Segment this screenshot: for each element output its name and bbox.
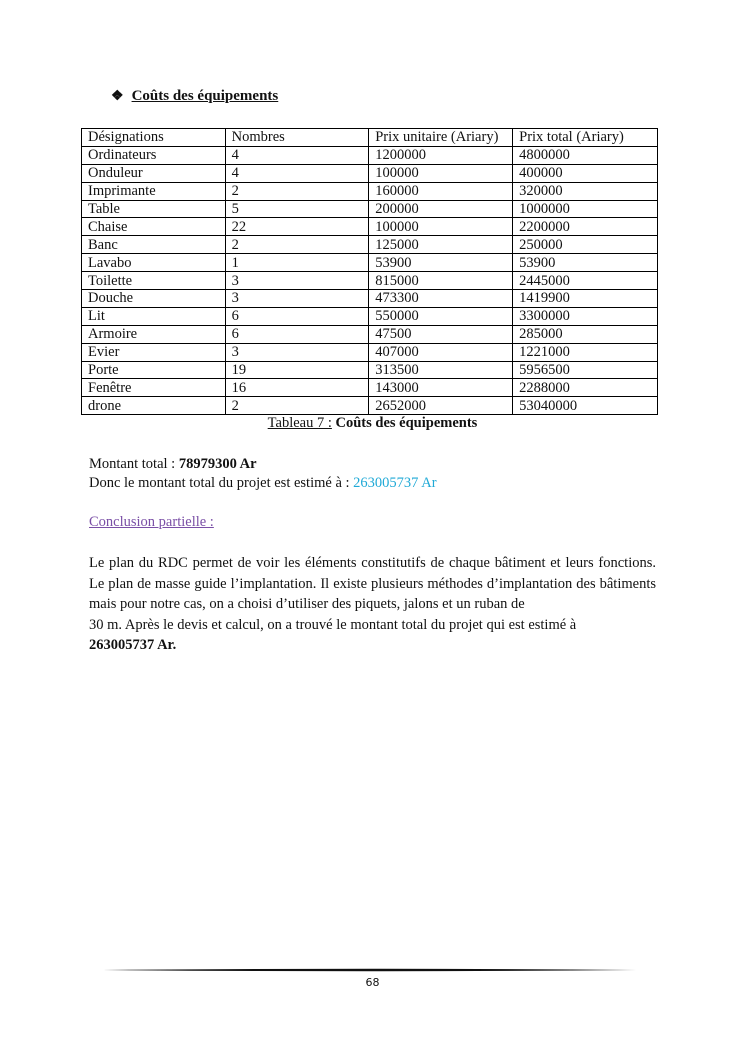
designation-cell: Onduleur [82, 164, 226, 182]
unit-price-cell: 100000 [369, 164, 513, 182]
designation-cell: Douche [82, 290, 226, 308]
total-price-cell: 2200000 [513, 218, 658, 236]
designation-cell: Toilette [82, 272, 226, 290]
total-price-cell: 4800000 [513, 146, 658, 164]
quantity-cell: 4 [225, 146, 369, 164]
designation-cell: Imprimante [82, 182, 226, 200]
quantity-cell: 5 [225, 200, 369, 218]
total-price-cell: 2445000 [513, 272, 658, 290]
unit-price-cell: 100000 [369, 218, 513, 236]
unit-price-cell: 53900 [369, 254, 513, 272]
total-amount-label: Montant total : [89, 456, 179, 472]
designation-cell: Chaise [82, 218, 226, 236]
unit-price-cell: 2652000 [369, 397, 513, 415]
table-row [82, 200, 658, 218]
conclusion-text-2: 30 m. Après le devis et calcul, on a trouvé le montant total du projet qui est estimé à [89, 616, 577, 633]
quantity-cell: 4 [225, 164, 369, 182]
quantity-cell: 2 [225, 182, 369, 200]
quantity-cell: 16 [225, 379, 369, 397]
section-heading [111, 88, 278, 105]
table-row [82, 290, 658, 308]
quantity-cell: 2 [225, 397, 369, 415]
designation-cell: Fenêtre [82, 379, 226, 397]
quantity-cell: 2 [225, 236, 369, 254]
table-row [82, 343, 658, 361]
total-price-cell: 250000 [513, 236, 658, 254]
table-row [82, 182, 658, 200]
total-amount-value: 78979300 Ar [178, 456, 257, 472]
quantity-cell: 1 [225, 254, 369, 272]
unit-price-cell: 313500 [369, 361, 513, 379]
quantity-cell: 3 [225, 290, 369, 308]
total-price-cell: 1419900 [513, 290, 658, 308]
unit-price-cell: 160000 [369, 182, 513, 200]
footer-divider [103, 968, 641, 972]
quantity-cell: 19 [225, 361, 369, 379]
estimate-label: Donc le montant total du projet est estimé à : [89, 475, 354, 491]
conclusion-title[interactable]: Conclusion partielle : [89, 514, 214, 530]
table-row [82, 218, 658, 236]
quantity-cell: 22 [225, 218, 369, 236]
column-header: Nombres [225, 129, 369, 147]
table-row [82, 361, 658, 379]
estimate-value: 263005737 Ar [353, 475, 437, 491]
table-row [82, 164, 658, 182]
column-header: Prix total (Ariary) [513, 129, 658, 147]
table-row [82, 307, 658, 325]
designation-cell: Lavabo [82, 254, 226, 272]
equipment-cost-table [81, 128, 658, 415]
table-row [82, 272, 658, 290]
quantity-cell: 3 [225, 343, 369, 361]
total-price-cell: 3300000 [513, 307, 658, 325]
total-price-cell: 1000000 [513, 200, 658, 218]
designation-cell: Ordinateurs [82, 146, 226, 164]
total-price-cell: 320000 [513, 182, 658, 200]
table-header-row [82, 129, 658, 147]
quantity-cell: 6 [225, 307, 369, 325]
table-row [82, 325, 658, 343]
table-row [82, 397, 658, 415]
designation-cell: Armoire [82, 325, 226, 343]
unit-price-cell: 550000 [369, 307, 513, 325]
total-price-cell: 1221000 [513, 343, 658, 361]
designation-cell: Porte [82, 361, 226, 379]
designation-cell: Evier [82, 343, 226, 361]
unit-price-cell: 815000 [369, 272, 513, 290]
unit-price-cell: 200000 [369, 200, 513, 218]
estimate-line [89, 475, 437, 492]
conclusion-text: Le plan du RDC permet de voir les éléments constitutifs de chaque bâtiment et leurs fonctions. Le plan de masse guide l’implantation. Il existe plusieurs méthodes d’implantation des bâtiments mais pour notre cas, on a choisi d’utiliser des piquets, jalons et un ruban de [89, 555, 656, 612]
unit-price-cell: 1200000 [369, 146, 513, 164]
designation-cell: Lit [82, 307, 226, 325]
designation-cell: drone [82, 397, 226, 415]
table-body [82, 146, 658, 414]
table-row [82, 236, 658, 254]
column-header: Prix unitaire (Ariary) [369, 129, 513, 147]
designation-cell: Banc [82, 236, 226, 254]
final-amount: 263005737 Ar. [89, 637, 177, 653]
total-price-cell: 5956500 [513, 361, 658, 379]
designation-cell: Table [82, 200, 226, 218]
unit-price-cell: 125000 [369, 236, 513, 254]
table-caption [0, 415, 745, 432]
diamond-bullet-icon: ❖ [111, 89, 124, 104]
unit-price-cell: 473300 [369, 290, 513, 308]
total-price-cell: 53040000 [513, 397, 658, 415]
section-title: Coûts des équipements [131, 88, 279, 104]
total-price-cell: 285000 [513, 325, 658, 343]
unit-price-cell: 407000 [369, 343, 513, 361]
table-row [82, 254, 658, 272]
unit-price-cell: 143000 [369, 379, 513, 397]
total-price-cell: 53900 [513, 254, 658, 272]
quantity-cell: 6 [225, 325, 369, 343]
caption-label: Tableau 7 : [267, 415, 332, 431]
total-amount-line [89, 456, 257, 473]
column-header: Désignations [82, 129, 226, 147]
caption-title: Coûts des équipements [335, 415, 478, 431]
total-price-cell: 400000 [513, 164, 658, 182]
quantity-cell: 3 [225, 272, 369, 290]
table-row [82, 146, 658, 164]
table-row [82, 379, 658, 397]
page-number: 68 [365, 976, 380, 989]
unit-price-cell: 47500 [369, 325, 513, 343]
total-price-cell: 2288000 [513, 379, 658, 397]
conclusion-paragraph [89, 553, 656, 656]
